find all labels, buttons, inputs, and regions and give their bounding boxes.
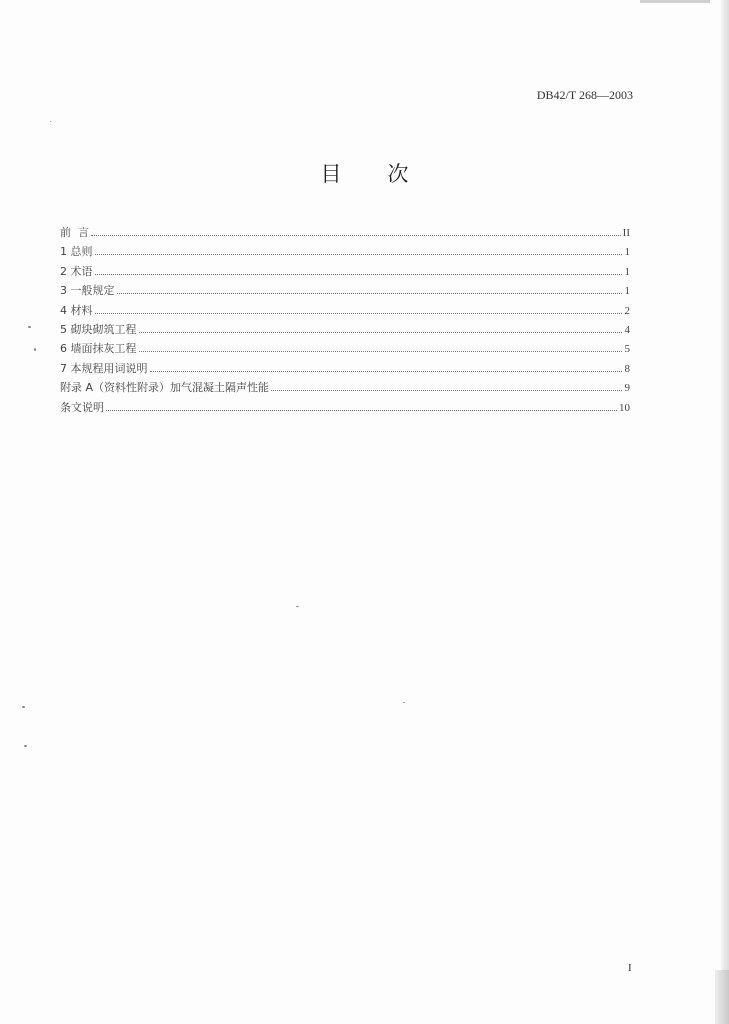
toc-dot-leader — [117, 292, 623, 294]
scan-speck — [24, 745, 27, 747]
toc-item-label: 7 本规程用词说明 — [60, 361, 148, 375]
toc-item-label: 前 言 — [60, 226, 89, 239]
scan-speck — [296, 606, 299, 607]
toc-item-label: 4 材料 — [60, 303, 93, 317]
scan-speck — [28, 326, 31, 328]
toc-item-page: 1 — [624, 285, 630, 298]
toc-item-label: 2 术语 — [60, 264, 93, 278]
toc-item-page: 10 — [619, 401, 630, 414]
toc-item-page: 5 — [624, 343, 630, 356]
toc-dot-leader — [271, 389, 622, 391]
toc-dot-leader — [139, 350, 623, 352]
toc-item-page: II — [622, 227, 630, 239]
scan-speck — [403, 702, 405, 703]
table-of-contents — [60, 224, 630, 418]
toc-item-label: 条文说明 — [60, 400, 104, 414]
toc-title: 目次 — [320, 162, 455, 186]
toc-dot-leader — [95, 312, 623, 314]
toc-item-page: 8 — [624, 362, 630, 375]
toc-item-page: 1 — [624, 265, 630, 278]
toc-dot-leader — [91, 234, 621, 236]
toc-dot-leader — [106, 409, 617, 411]
toc-item-preface — [60, 224, 630, 243]
toc-item-page: 2 — [624, 304, 630, 317]
toc-item-materials — [60, 302, 630, 321]
toc-item-page: 9 — [624, 382, 630, 395]
toc-item-label: 附录 A（资料性附录）加气混凝土隔声性能 — [60, 381, 270, 395]
toc-item-label: 5 砌块砌筑工程 — [60, 322, 137, 336]
toc-dot-leader — [150, 370, 623, 372]
toc-item-explanation — [60, 399, 630, 418]
toc-item-terms — [60, 263, 630, 282]
scan-speck — [34, 348, 36, 351]
toc-item-general-rules — [60, 282, 630, 301]
toc-item-label: 6 墙面抹灰工程 — [60, 342, 137, 356]
document-code: DB42/T 268—2003 — [536, 88, 633, 102]
scan-mark — [640, 0, 710, 3]
toc-item-wording — [60, 360, 630, 379]
toc-dot-leader — [95, 273, 623, 275]
toc-dot-leader — [95, 253, 623, 255]
toc-item-label: 1 总则 — [60, 245, 93, 259]
scan-edge — [721, 0, 729, 1024]
page-number: I — [628, 962, 632, 974]
toc-item-plastering — [60, 340, 630, 359]
toc-item-page: 4 — [624, 323, 630, 336]
toc-dot-leader — [139, 331, 623, 333]
scan-speck — [22, 706, 25, 708]
toc-item-page: 1 — [624, 246, 630, 259]
toc-item-appendix-a — [60, 379, 630, 398]
scan-edge-bottom — [715, 970, 729, 1024]
toc-item-general — [60, 243, 630, 262]
toc-item-label: 3 一般规定 — [60, 284, 115, 298]
toc-item-masonry — [60, 321, 630, 340]
scan-speck — [50, 121, 51, 122]
